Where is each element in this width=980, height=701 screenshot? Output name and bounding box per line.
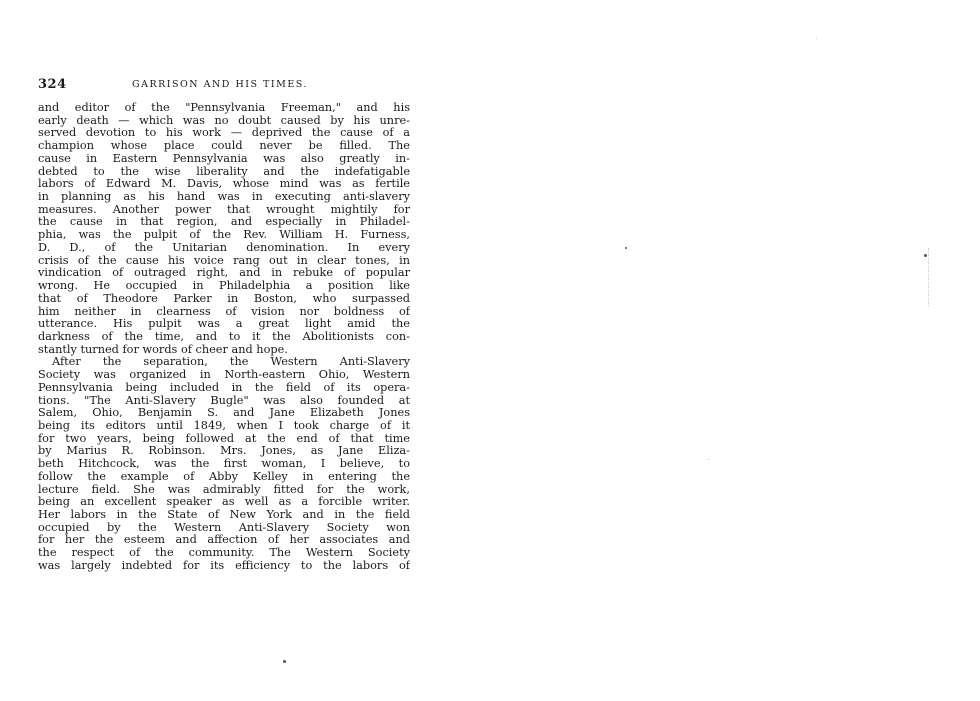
text-line: Pennsylvania being included in the field of its opera- (38, 381, 410, 394)
text-line: the cause in that region, and especially in Philadel- (38, 216, 410, 229)
text-line: Salem, Ohio, Benjamin S. and Jane Elizabeth Jones (38, 407, 410, 420)
text-line: that of Theodore Parker in Boston, who surpassed (38, 292, 410, 305)
text-line: by Marius R. Robinson. Mrs. Jones, as Jane Eliza- (38, 445, 410, 458)
text-line: being its editors until 1849, when I took charge of it (38, 419, 410, 432)
text-line: in planning as his hand was in executing anti-slavery (38, 191, 410, 204)
text-line: After the separation, the Western Anti-Slavery (52, 356, 410, 369)
text-line: lecture field. She was admirably fitted for the work, (38, 483, 410, 496)
text-line: debted to the wise liberality and the indefatigable (38, 165, 410, 178)
text-line: beth Hitchcock, was the first woman, I believe, to (38, 458, 410, 471)
text-line: was largely indebted for its efficiency to the labors of (38, 559, 410, 572)
text-line: phia, was the pulpit of the Rev. William H. Furness, (38, 229, 410, 242)
text-line: him neither in clearness of vision nor boldness of (38, 305, 410, 318)
text-line: vindication of outraged right, and in rebuke of popular (38, 267, 410, 280)
text-line: follow the example of Abby Kelley in entering the (38, 470, 410, 483)
page-number: 324 (38, 77, 67, 92)
text-line: cause in Eastern Pennsylvania was also greatly in- (38, 152, 410, 165)
book-page (38, 72, 410, 573)
text-line: D. D., of the Unitarian denomination. In every (38, 241, 410, 254)
scan-speck (924, 254, 927, 257)
text-line: served devotion to his work — deprived the cause of a (38, 127, 410, 140)
text-line: and editor of the "Pennsylvania Freeman," and his (38, 102, 410, 114)
text-line: wrong. He occupied in Philadelphia a position like (38, 280, 410, 293)
body-text (38, 102, 410, 573)
scan-speck (283, 660, 286, 663)
text-line: for two years, being followed at the end of that time (38, 432, 410, 445)
text-line: stantly turned for words of cheer and hope. (38, 343, 288, 356)
text-line: being an excellent speaker as well as a forcible writer. (38, 496, 410, 509)
text-line: Her labors in the State of New York and in the field (38, 509, 410, 521)
running-head (38, 72, 410, 102)
scan-margin-marks (928, 248, 933, 306)
text-line: measures. Another power that wrought mightily for (38, 203, 410, 216)
text-line: labors of Edward M. Davis, whose mind was as fertile (38, 178, 410, 191)
text-line: crisis of the cause his voice rang out in clear tones, in (38, 254, 410, 267)
scan-speck (708, 459, 709, 460)
scan-speck (816, 38, 817, 39)
text-line: tions. "The Anti-Slavery Bugle" was also founded at (38, 394, 410, 407)
text-line: for her the esteem and affection of her associates and (38, 534, 410, 547)
text-line: utterance. His pulpit was a great light amid the (38, 318, 410, 331)
text-line: champion whose place could never be filled. The (38, 140, 410, 153)
text-line: darkness of the time, and to it the Abolitionists con- (38, 330, 410, 343)
running-title: GARRISON AND HIS TIMES. (132, 79, 308, 90)
text-line: Society was organized in North-eastern Ohio, Western (38, 369, 410, 382)
text-line: occupied by the Western Anti-Slavery Society won (38, 521, 410, 534)
text-line: early death — which was no doubt caused by his unre- (38, 114, 410, 127)
text-line: the respect of the community. The Western Society (38, 547, 410, 560)
scan-speck (625, 247, 627, 249)
